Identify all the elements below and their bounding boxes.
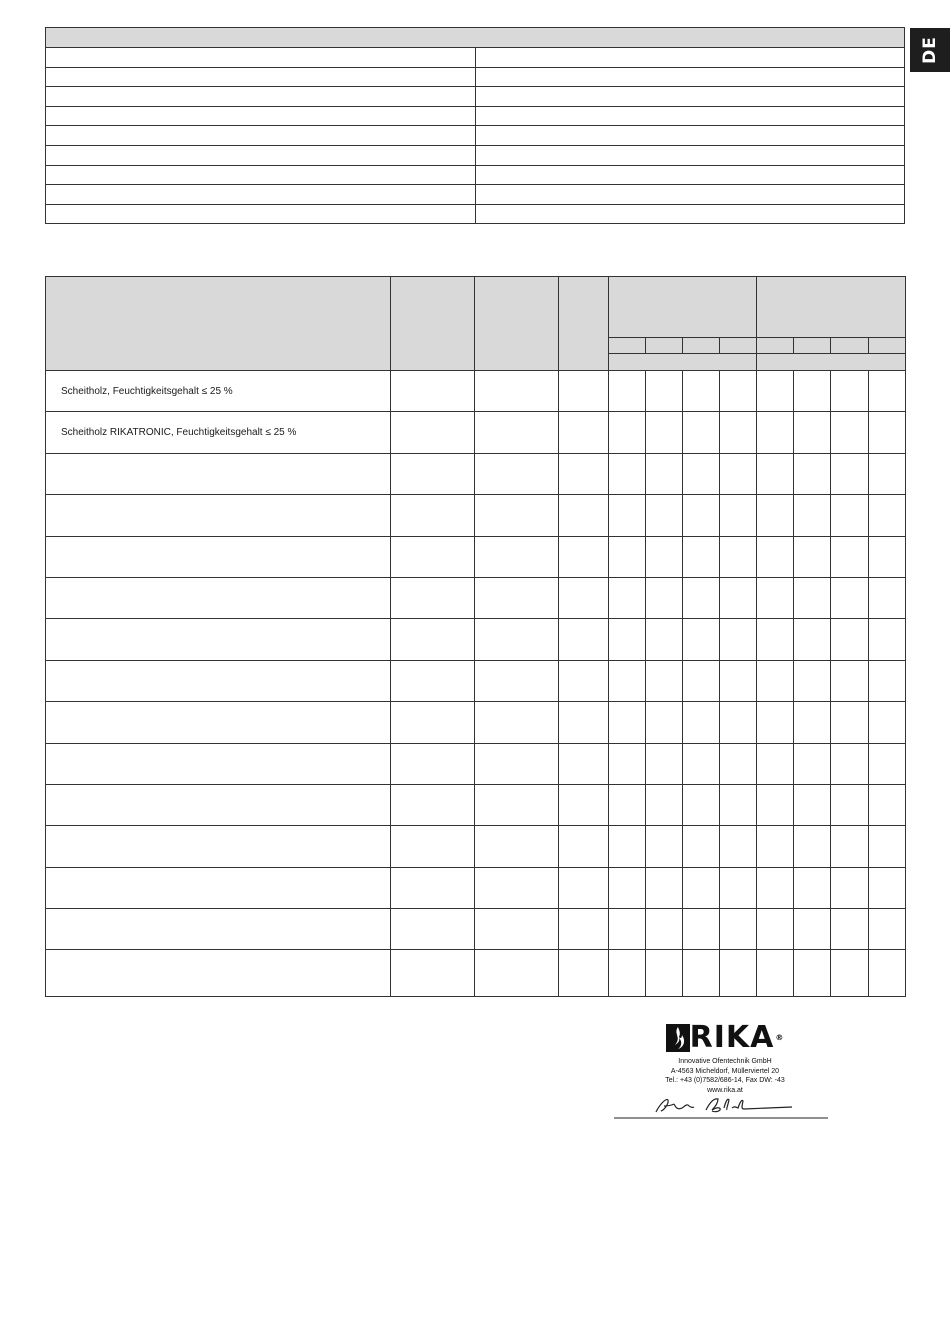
fuel-row [46, 412, 906, 453]
fuel-value-cell [869, 536, 906, 577]
fuel-value-cell [609, 826, 646, 867]
fuel-value-cell [475, 577, 559, 618]
fuel-value-cell [391, 371, 475, 412]
fuel-row [46, 909, 906, 950]
checklist-text-cell [46, 106, 476, 126]
fuel-value-cell [794, 867, 831, 908]
fuel-value-cell [609, 743, 646, 784]
fuel-value-cell [869, 619, 906, 660]
fuel-name-cell [46, 536, 391, 577]
fuel-value-cell [559, 950, 609, 997]
fuel-value-cell [831, 412, 869, 453]
fuel-value-cell [646, 412, 683, 453]
fuel-row [46, 495, 906, 536]
fuel-value-cell [869, 743, 906, 784]
fuel-subheader-cell [831, 338, 869, 354]
fuel-value-cell [757, 660, 794, 701]
fuel-value-cell [720, 743, 757, 784]
fuel-value-cell [609, 371, 646, 412]
fuel-name-cell [46, 619, 391, 660]
fuel-value-cell [609, 536, 646, 577]
fuel-value-cell [391, 453, 475, 494]
checklist-check-cell [475, 204, 905, 224]
fuel-value-cell [794, 536, 831, 577]
fuel-value-cell [391, 577, 475, 618]
fuel-row [46, 867, 906, 908]
fuel-value-cell [794, 495, 831, 536]
fuel-value-cell [683, 412, 720, 453]
fuel-value-cell [794, 660, 831, 701]
fuel-value-cell [391, 826, 475, 867]
fuel-value-cell [831, 619, 869, 660]
fuel-value-cell [646, 702, 683, 743]
checklist-check-cell [475, 106, 905, 126]
fuel-unit-cell [757, 354, 906, 371]
fuel-value-cell [391, 619, 475, 660]
fuel-value-cell [475, 909, 559, 950]
fuel-value-cell [559, 702, 609, 743]
fuel-row [46, 660, 906, 701]
checklist-text-cell [46, 87, 476, 107]
fuel-value-cell [831, 702, 869, 743]
fuel-value-cell [794, 453, 831, 494]
fuel-value-cell [475, 536, 559, 577]
fuel-value-cell [720, 453, 757, 494]
fuel-header-group [609, 277, 757, 338]
fuel-value-cell [720, 950, 757, 997]
fuel-value-cell [559, 453, 609, 494]
fuel-value-cell [757, 867, 794, 908]
fuel-value-cell [794, 950, 831, 997]
fuel-value-cell [720, 495, 757, 536]
fuel-value-cell [757, 536, 794, 577]
fuel-value-cell [869, 826, 906, 867]
fuel-value-cell [683, 453, 720, 494]
fuel-value-cell [646, 619, 683, 660]
fuel-value-cell [757, 826, 794, 867]
registered-mark: ® [775, 1033, 785, 1042]
fuel-row [46, 826, 906, 867]
fuel-value-cell [683, 660, 720, 701]
fuel-value-cell [559, 784, 609, 825]
fuel-value-cell [391, 660, 475, 701]
fuel-name-cell [46, 702, 391, 743]
fuel-value-cell [757, 412, 794, 453]
fuel-value-cell [391, 702, 475, 743]
fuel-value-cell [831, 536, 869, 577]
checklist-check-cell [475, 67, 905, 87]
fuel-value-cell [646, 536, 683, 577]
fuel-value-cell [869, 495, 906, 536]
fuel-value-cell [683, 743, 720, 784]
checklist-header-cell [46, 28, 905, 48]
fuel-value-cell [559, 536, 609, 577]
fuel-value-cell [794, 619, 831, 660]
language-tab [910, 28, 950, 72]
checklist-check-cell [475, 145, 905, 165]
fuel-value-cell [757, 495, 794, 536]
fuel-value-cell [720, 536, 757, 577]
checklist-check-cell [475, 165, 905, 185]
fuel-name-cell [46, 909, 391, 950]
fuel-value-cell [646, 909, 683, 950]
fuel-value-cell [869, 412, 906, 453]
fuel-value-cell [475, 453, 559, 494]
fuel-value-cell [391, 950, 475, 997]
logo-wordmark [689, 1020, 785, 1055]
checklist-row [46, 106, 905, 126]
fuel-value-cell [831, 660, 869, 701]
fuel-value-cell [831, 577, 869, 618]
fuel-value-cell [869, 702, 906, 743]
fuel-value-cell [831, 453, 869, 494]
fuel-row [46, 453, 906, 494]
address-line: www.rika.at [707, 1086, 743, 1094]
fuel-value-cell [559, 909, 609, 950]
fuel-value-cell [609, 660, 646, 701]
fuel-subheader-cell [609, 338, 646, 354]
fuel-value-cell [609, 702, 646, 743]
fuel-value-cell [683, 536, 720, 577]
fuel-value-cell [720, 909, 757, 950]
fuel-row [46, 619, 906, 660]
fuel-value-cell [869, 867, 906, 908]
fuel-value-cell [646, 660, 683, 701]
fuel-name-cell [46, 660, 391, 701]
fuel-value-cell [757, 453, 794, 494]
checklist-text-cell [46, 185, 476, 205]
fuel-value-cell [794, 784, 831, 825]
fuel-value-cell [609, 453, 646, 494]
fuel-value-cell [757, 371, 794, 412]
fuel-subheader-cell [683, 338, 720, 354]
fuel-value-cell [831, 826, 869, 867]
fuel-value-cell [720, 826, 757, 867]
fuel-row [46, 784, 906, 825]
fuel-value-cell [475, 702, 559, 743]
fuel-name-cell [46, 743, 391, 784]
fuel-value-cell [683, 371, 720, 412]
fuel-value-cell [391, 536, 475, 577]
fuel-value-cell [869, 453, 906, 494]
language-tab-label: DE [920, 36, 940, 64]
address-line: Innovative Ofentechnik GmbH [678, 1058, 772, 1065]
fuel-value-cell [609, 577, 646, 618]
fuel-value-cell [609, 619, 646, 660]
fuel-value-cell [475, 660, 559, 701]
fuel-value-cell [794, 371, 831, 412]
fuel-value-cell [559, 660, 609, 701]
fuel-value-cell [869, 660, 906, 701]
fuel-value-cell [757, 909, 794, 950]
fuel-value-cell [720, 660, 757, 701]
fuel-value-cell [683, 909, 720, 950]
fuel-value-cell [559, 619, 609, 660]
fuel-subheader-cell [869, 338, 906, 354]
fuel-value-cell [720, 784, 757, 825]
checklist-row [46, 145, 905, 165]
fuel-value-cell [609, 495, 646, 536]
fuel-value-cell [869, 784, 906, 825]
checklist-check-cell [475, 185, 905, 205]
fuel-value-cell [683, 495, 720, 536]
checklist-check-cell [475, 126, 905, 146]
fuel-value-cell [391, 495, 475, 536]
fuel-value-cell [559, 867, 609, 908]
fuel-value-cell [391, 909, 475, 950]
fuel-value-cell [794, 412, 831, 453]
checklist-text-cell [46, 165, 476, 185]
fuel-value-cell [609, 950, 646, 997]
checklist-table [45, 27, 905, 224]
fuel-value-cell [720, 619, 757, 660]
fuel-name-cell [46, 577, 391, 618]
checklist-text-cell [46, 48, 476, 68]
fuel-value-cell [757, 577, 794, 618]
fuel-value-cell [646, 950, 683, 997]
fuel-value-cell [609, 784, 646, 825]
checklist-row [46, 126, 905, 146]
fuel-value-cell [475, 371, 559, 412]
checklist-check-cell [475, 87, 905, 107]
fuel-value-cell [869, 909, 906, 950]
fuel-value-cell [831, 950, 869, 997]
fuel-subheader-cell [794, 338, 831, 354]
fuel-value-cell [609, 909, 646, 950]
fuel-value-cell [475, 743, 559, 784]
fuel-value-cell [794, 743, 831, 784]
fuel-value-cell [646, 371, 683, 412]
fuel-value-cell [646, 826, 683, 867]
fuel-value-cell [869, 950, 906, 997]
fuel-value-cell [646, 453, 683, 494]
fuel-value-cell [475, 950, 559, 997]
fuel-value-cell [646, 495, 683, 536]
fuel-header-group [757, 277, 906, 338]
fuel-value-cell [683, 867, 720, 908]
fuel-value-cell [391, 743, 475, 784]
fuel-value-cell [391, 867, 475, 908]
fuel-data-table [45, 276, 906, 997]
fuel-value-cell [646, 867, 683, 908]
fuel-value-cell [757, 702, 794, 743]
fuel-value-cell [794, 826, 831, 867]
fuel-value-cell [794, 577, 831, 618]
fuel-value-cell [391, 784, 475, 825]
fuel-value-cell [831, 371, 869, 412]
fuel-value-cell [683, 950, 720, 997]
fuel-value-cell [646, 784, 683, 825]
checklist-row [46, 165, 905, 185]
address-line: Tel.: +43 (0)7582/686-14, Fax DW: -43 [665, 1077, 785, 1084]
fuel-value-cell [683, 702, 720, 743]
fuel-value-cell [475, 495, 559, 536]
fuel-value-cell [475, 619, 559, 660]
checklist-text-cell [46, 126, 476, 146]
fuel-header-col [559, 277, 609, 371]
fuel-header-row [46, 277, 906, 338]
fuel-value-cell [683, 826, 720, 867]
checklist-row [46, 204, 905, 224]
fuel-value-cell [869, 577, 906, 618]
fuel-value-cell [559, 371, 609, 412]
fuel-subheader-cell [720, 338, 757, 354]
fuel-value-cell [559, 495, 609, 536]
fuel-subheader-cell [757, 338, 794, 354]
fuel-name-cell: Scheitholz, Feuchtigkeitsgehalt ≤ 25 % [46, 371, 391, 412]
checklist-row [46, 67, 905, 87]
fuel-name-cell [46, 495, 391, 536]
checklist-row [46, 87, 905, 107]
fuel-value-cell [720, 867, 757, 908]
fuel-unit-cell [609, 354, 757, 371]
fuel-header-col [475, 277, 559, 371]
fuel-value-cell [646, 577, 683, 618]
fuel-value-cell [831, 743, 869, 784]
fuel-value-cell [869, 371, 906, 412]
checklist-check-cell [475, 48, 905, 68]
fuel-value-cell [475, 867, 559, 908]
fuel-header-name [46, 277, 391, 371]
fuel-value-cell [475, 412, 559, 453]
fuel-row [46, 371, 906, 412]
fuel-row [46, 577, 906, 618]
fuel-header-col [391, 277, 475, 371]
fuel-row [46, 950, 906, 997]
fuel-value-cell [757, 784, 794, 825]
checklist-text-cell [46, 204, 476, 224]
fuel-value-cell [794, 702, 831, 743]
fuel-row [46, 743, 906, 784]
address-line: A-4563 Micheldorf, Müllerviertel 20 [670, 1067, 780, 1075]
signature [614, 1090, 828, 1120]
fuel-value-cell [609, 412, 646, 453]
fuel-value-cell [720, 577, 757, 618]
fuel-name-cell [46, 826, 391, 867]
fuel-name-cell [46, 950, 391, 997]
fuel-value-cell [757, 950, 794, 997]
fuel-subheader-cell [646, 338, 683, 354]
fuel-value-cell [720, 412, 757, 453]
fuel-value-cell [831, 495, 869, 536]
checklist-row [46, 48, 905, 68]
logo-text: RIKA [689, 1020, 775, 1055]
fuel-name-cell [46, 784, 391, 825]
company-logo-block [658, 1022, 792, 1095]
fuel-name-cell: Scheitholz RIKATRONIC, Feuchtigkeitsgehalt ≤ 25 % [46, 412, 391, 453]
fuel-name-cell [46, 867, 391, 908]
fuel-value-cell [475, 784, 559, 825]
checklist-text-cell [46, 145, 476, 165]
fuel-value-cell [794, 909, 831, 950]
fuel-name-cell [46, 453, 391, 494]
flame-icon [666, 1024, 690, 1052]
fuel-value-cell [559, 826, 609, 867]
rika-logo [658, 1022, 792, 1054]
fuel-value-cell [831, 784, 869, 825]
fuel-value-cell [475, 826, 559, 867]
fuel-value-cell [831, 909, 869, 950]
fuel-value-cell [757, 619, 794, 660]
fuel-value-cell [391, 412, 475, 453]
fuel-value-cell [720, 371, 757, 412]
fuel-value-cell [831, 867, 869, 908]
fuel-value-cell [683, 784, 720, 825]
fuel-value-cell [683, 577, 720, 618]
fuel-value-cell [720, 702, 757, 743]
fuel-value-cell [683, 619, 720, 660]
fuel-value-cell [559, 577, 609, 618]
fuel-value-cell [559, 743, 609, 784]
checklist-header-row [46, 28, 905, 48]
checklist-row [46, 185, 905, 205]
fuel-value-cell [757, 743, 794, 784]
fuel-value-cell [646, 743, 683, 784]
checklist-text-cell [46, 67, 476, 87]
fuel-row [46, 536, 906, 577]
fuel-value-cell [609, 867, 646, 908]
fuel-value-cell [559, 412, 609, 453]
fuel-row [46, 702, 906, 743]
